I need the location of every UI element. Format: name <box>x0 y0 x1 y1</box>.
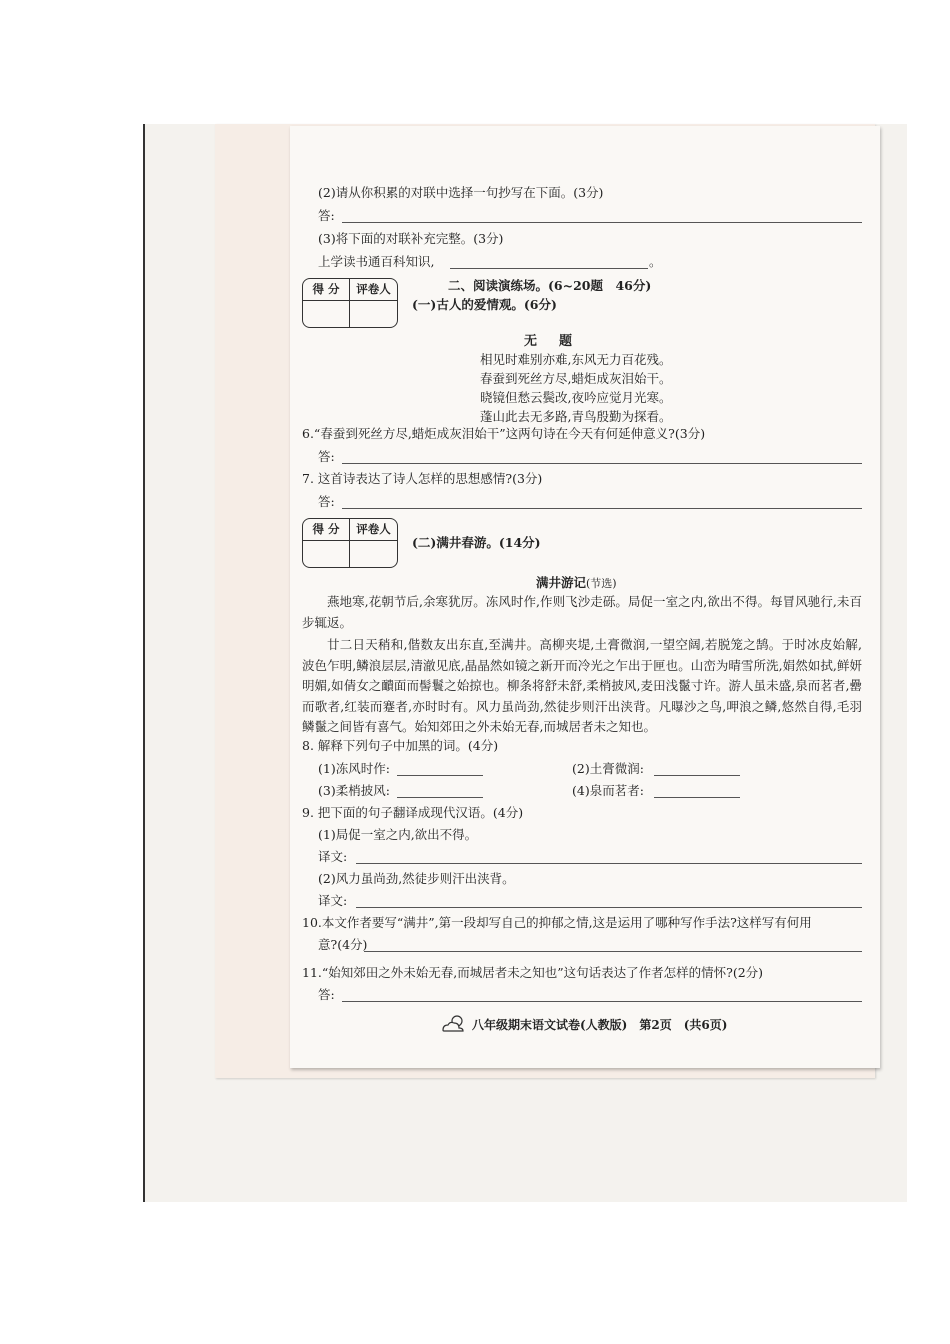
couplet-blank[interactable] <box>450 268 648 269</box>
q5-answer-label: 答: <box>318 208 335 223</box>
exam-page <box>290 126 880 1068</box>
q9-label-2: 译文: <box>318 893 348 908</box>
q5-answer-line[interactable] <box>342 222 862 223</box>
poem-line: 晓镜但愁云鬓改,夜吟应觉月光寒。 <box>480 390 672 405</box>
couplet-end: 。 <box>649 254 662 269</box>
article-subtitle: (节选) <box>586 577 617 590</box>
q7-answer-label: 答: <box>318 494 335 509</box>
couplet-head: 上学读书通百科知识, <box>318 254 435 269</box>
section2-title: 二、阅读演练场。(6~20题 46分) <box>448 278 652 293</box>
q7-text: 7. 这首诗表达了诗人怎样的思想感情?(3分) <box>302 471 543 486</box>
poem-line: 蓬山此去无多路,青鸟殷勤为探看。 <box>480 409 672 424</box>
q6-text: 6.“春蚕到死丝方尽,蜡炬成灰泪始干”这两句诗在今天有何延伸意义?(3分) <box>302 426 706 441</box>
q9-label-1: 译文: <box>318 849 348 864</box>
score-box-section2 <box>302 278 398 328</box>
part2-title: (二)满井春游。(14分) <box>412 535 541 550</box>
q9-answer-line-1[interactable] <box>356 863 862 864</box>
q9-text: 9. 把下面的句子翻译成现代汉语。(4分) <box>302 805 524 820</box>
q11-answer-line[interactable] <box>342 1001 862 1002</box>
article-title-wrap <box>536 574 617 593</box>
q8-item: (4)泉而茗者: <box>572 783 644 798</box>
cloud-sun-logo-icon <box>440 1014 468 1034</box>
q11-answer-label: 答: <box>318 987 335 1002</box>
score-box-part2 <box>302 518 398 568</box>
q9-sentence-1: (1)局促一室之内,欲出不得。 <box>318 827 478 842</box>
part1-title: (一)古人的爱情观。(6分) <box>412 297 557 312</box>
poem-line: 春蚕到死丝方尽,蜡炬成灰泪始干。 <box>480 371 672 386</box>
article-paragraph-1: 燕地寒,花朝节后,余寒犹厉。冻风时作,作则飞沙走砾。局促一室之内,欲出不得。每冒风驰行,未百步辄返。 <box>302 594 862 630</box>
q8-text: 8. 解释下列句子中加黑的词。(4分) <box>302 738 499 753</box>
q8-blank[interactable] <box>654 797 740 798</box>
grader-label: 评卷人 <box>356 282 391 296</box>
q8-blank[interactable] <box>654 775 740 776</box>
q9-answer-line-2[interactable] <box>356 907 862 908</box>
q10-line-2: 意?(4分) <box>318 937 368 952</box>
q5-part3: (3)将下面的对联补充完整。(3分) <box>318 231 504 246</box>
q7-answer-line[interactable] <box>342 508 862 509</box>
q10-answer-line[interactable] <box>364 951 862 952</box>
q8-item: (2)土膏微润: <box>572 761 644 776</box>
article-paragraph-2: 廿二日天稍和,偕数友出东直,至满井。高柳夹堤,土膏微润,一望空阔,若脱笼之鹄。于时冰皮始解,波色乍明,鳞浪层层,清澈见底,晶晶然如镜之新开而冷光之乍出于匣也。山峦为晴雪所洗,娟然如拭,鲜妍明媚,如倩女之靧面而髻鬟之始掠也。柳条将舒未舒,柔梢披风,麦田浅鬣寸许。游人虽未盛,泉而茗者,罍而歌者,红装而蹇者,亦时时有。风力虽尚劲,然徒步则汗出浃背。凡曝沙之鸟,呷浪之鳞,悠然自得,毛羽鳞鬣之间皆有喜气。始知郊田之外未始无春,而城居者未之知也。 <box>302 637 862 734</box>
score-label: 得 分 <box>312 522 340 536</box>
q8-item: (1)冻风时作: <box>318 761 390 776</box>
q8-blank[interactable] <box>397 775 483 776</box>
q8-blank[interactable] <box>397 797 483 798</box>
grader-label: 评卷人 <box>356 522 391 536</box>
q6-answer-line[interactable] <box>342 463 862 464</box>
q6-answer-label: 答: <box>318 449 335 464</box>
q10-line-1: 10.本文作者要写“满井”,第一段却写自己的抑郁之情,这是运用了哪种写作手法?这样写有何用 <box>302 915 812 930</box>
q8-item: (3)柔梢披风: <box>318 783 390 798</box>
poem-title: 无题 <box>524 334 595 349</box>
article-title: 满井游记 <box>536 575 587 590</box>
score-label: 得 分 <box>312 282 340 296</box>
page-footer: 八年级期末语文试卷(人教版) 第2页 (共6页) <box>472 1018 728 1032</box>
q11-text: 11.“始知郊田之外未始无春,而城居者未之知也”这句话表达了作者怎样的情怀?(2分) <box>302 965 764 980</box>
q9-sentence-2: (2)风力虽尚劲,然徒步则汗出浃背。 <box>318 871 515 886</box>
poem-line: 相见时难别亦难,东风无力百花残。 <box>480 352 672 367</box>
q5-part2: (2)请从你积累的对联中选择一句抄写在下面。(3分) <box>318 185 604 200</box>
